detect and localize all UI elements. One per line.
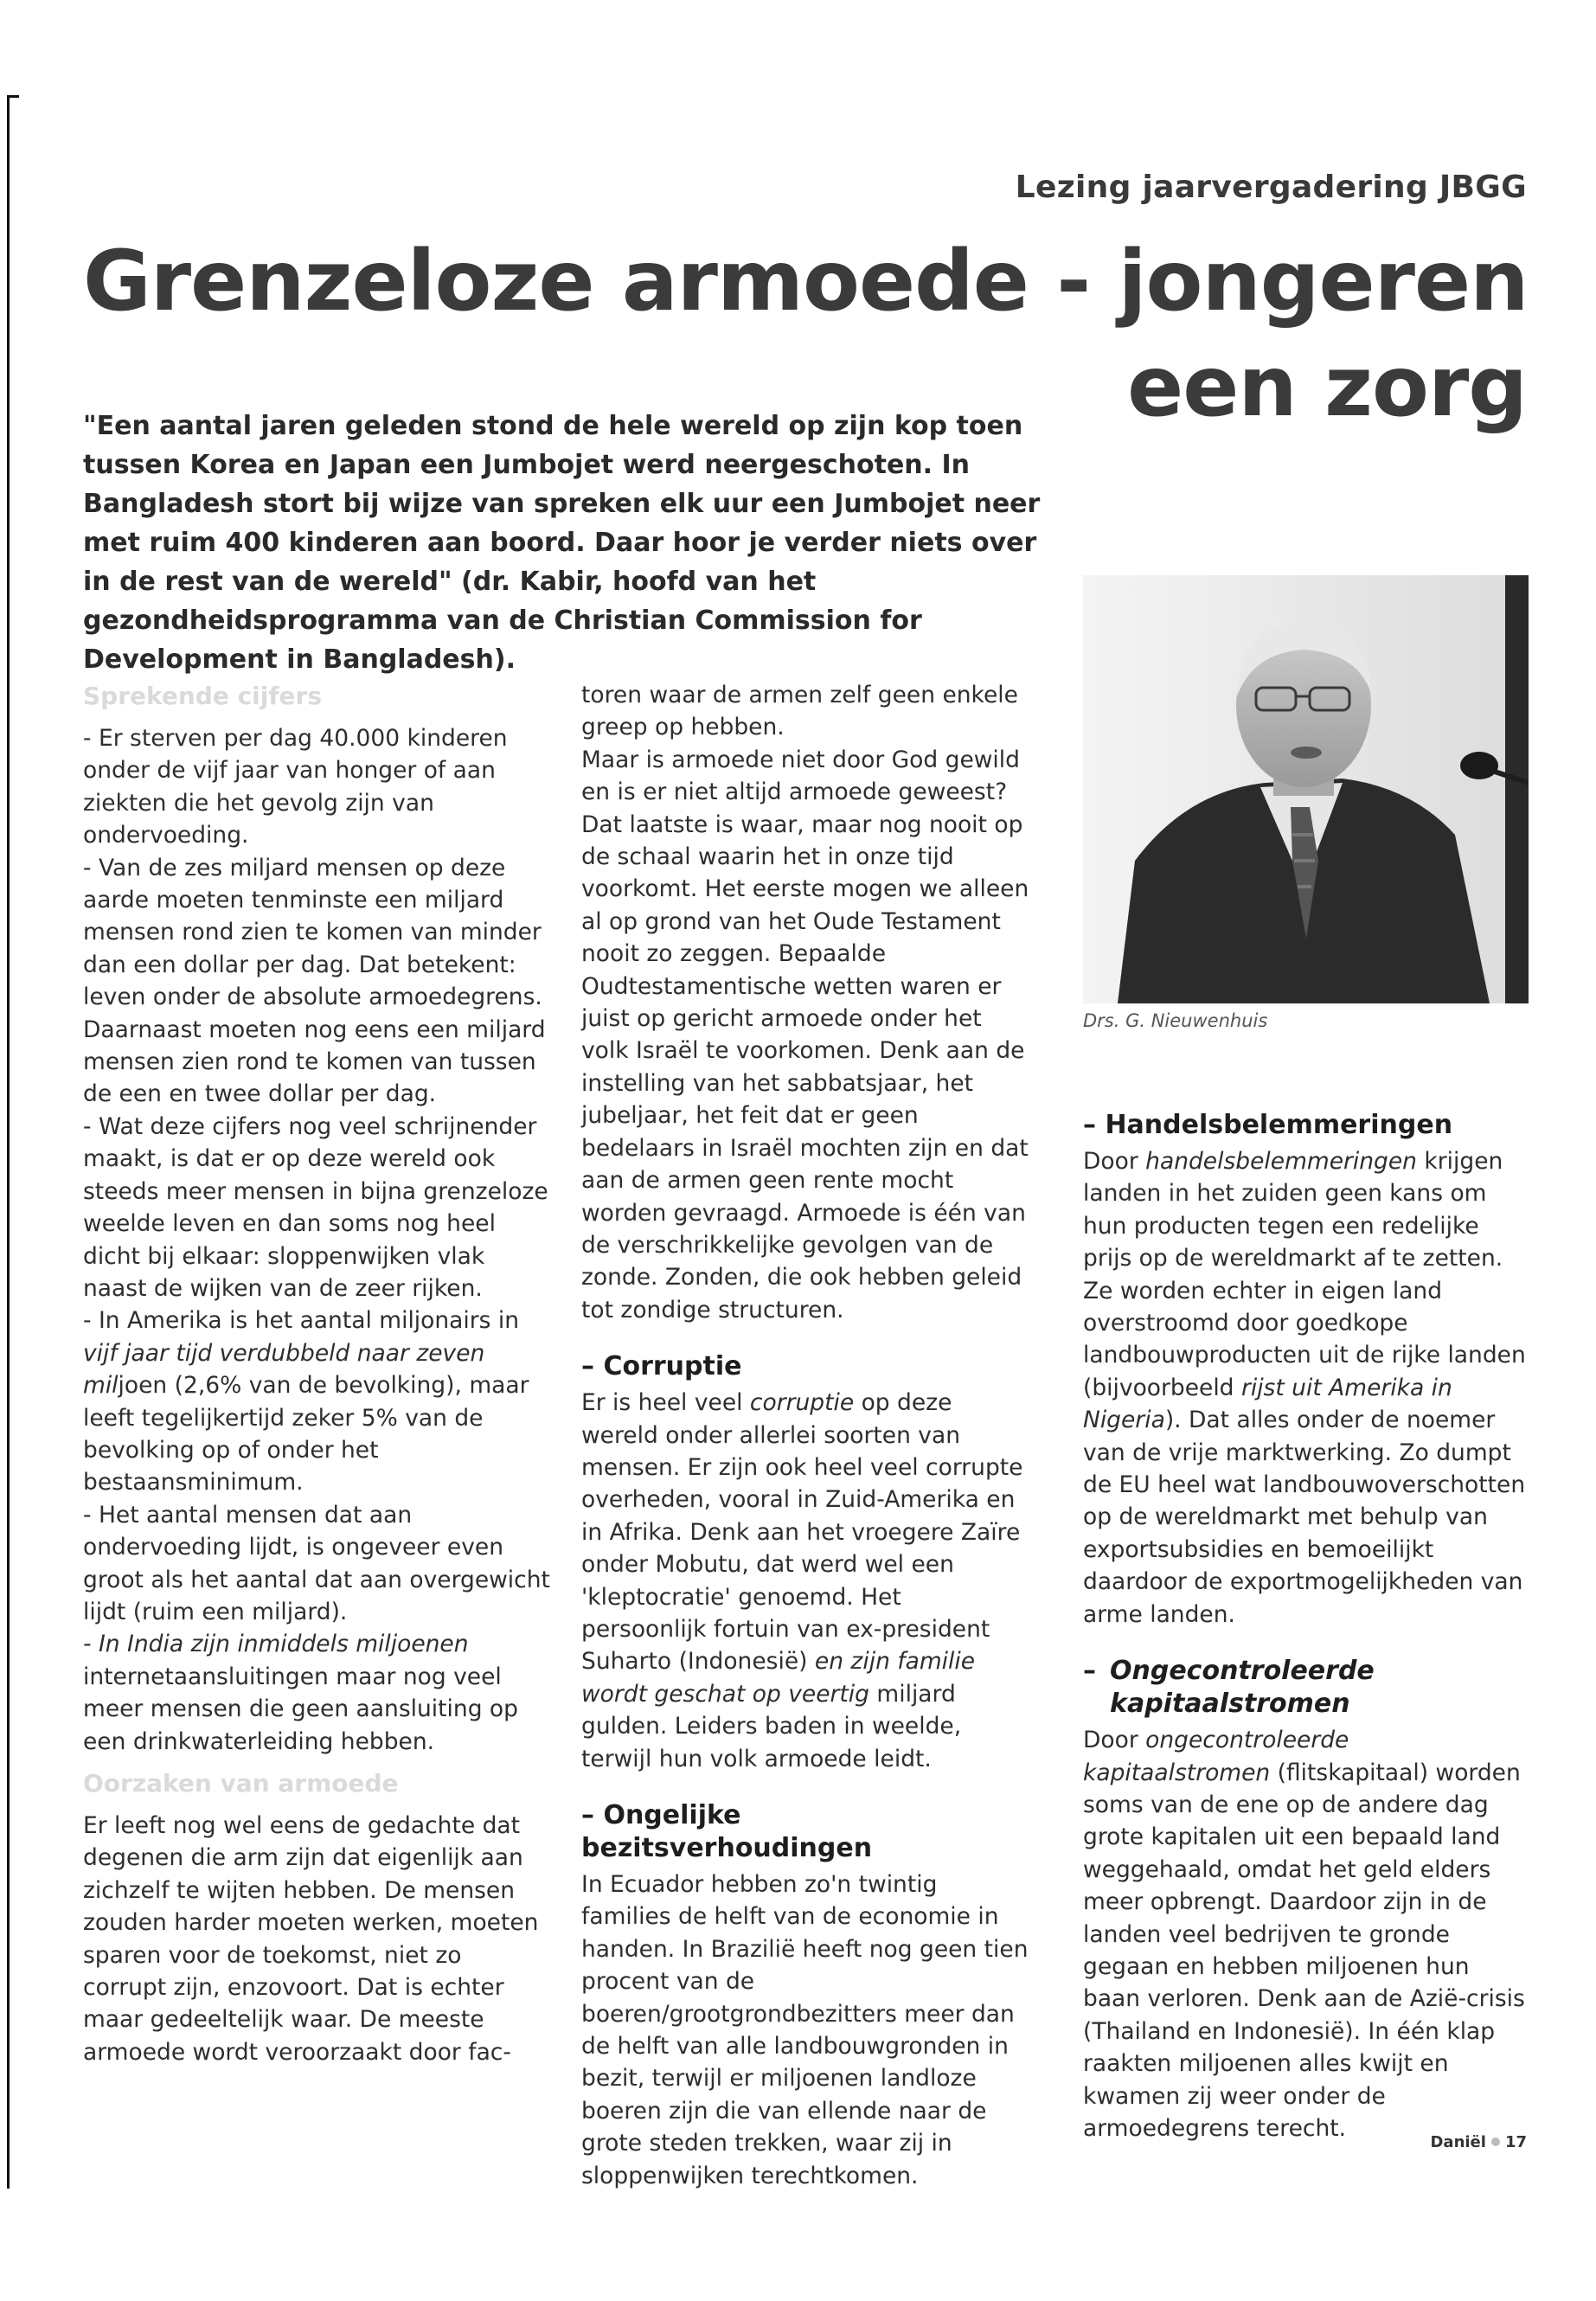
col1-paragraph-5: - Het aantal mensen dat aan ondervoeding lijdt, is ongeveer even groot als het aantal dat aan overgewicht lijdt (ruim een miljard). <box>83 1501 550 1625</box>
subheading-ongelijke-bezitsverhoudingen: – Ongelijke bezitsverhoudingen <box>581 1800 873 1863</box>
subheading-oorzaken: Oorzaken van armoede <box>83 1769 399 1798</box>
col1-paragraph-3: - Wat deze cijfers nog veel schrijnender maakt, is dat er op deze wereld ook steeds meer mensen in bijna grenzeloze weelde leven en dan soms nog heel dicht bij elkaar: sloppenwijken vlak naast de wijken van de zeer rijken. <box>83 1112 548 1302</box>
subheading-handelsbelemmeringen: – Handelsbelemmeringen <box>1083 1110 1453 1140</box>
speaker-photo <box>1083 575 1529 1003</box>
col2-paragraph-1: toren waar de armen zelf geen enkele greep op hebben. <box>581 682 1018 741</box>
magazine-name: Daniël <box>1430 2133 1486 2151</box>
column-2 <box>581 679 1031 2192</box>
lead-paragraph: "Een aantal jaren geleden stond de hele wereld op zijn kop toen tussen Korea en Japan een Jumbojet werd neergeschoten. In Bangladesh stort bij wijze van spreken elk uur een Jumbojet neer met ruim 400 kinderen aan boord. Daar hoor je verder niets over in de rest van de wereld" (dr. Kabir, hoofd van het gezondheidsprogramma van de Christian Commission for Development in Bangladesh). <box>83 411 1041 675</box>
article-title-line1: Grenzeloze armoede - jongeren <box>83 233 1529 330</box>
column-1 <box>83 679 550 2068</box>
col1-paragraph-7: Er leeft nog wel eens de gedachte dat degenen die arm zijn dat eigenlijk aan zichzelf te wijten hebben. De mensen zouden harder moeten werken, moeten sparen voor de toekomst, niet zo corrupt zijn, enzovoort. Dat is echter maar gedeeltelijk waar. De meeste armoede wordt veroorzaakt door fac- <box>83 1812 539 2066</box>
col2-paragraph-3: Er is heel veel corruptie op deze wereld onder allerlei soorten van mensen. Er zijn ook heel veel corrupte overheden, vooral in Zuid-Amerika en in Afrika. Denk aan het vroegere Zaïre onder Mobutu, dat werd wel een 'kleptocratie' genoemd. Het persoonlijk fortuin van ex-president Suharto (Indonesië) en zijn familie wordt geschat op veertig miljard gulden. Leiders baden in weelde, terwijl hun volk armoede leidt. <box>581 1389 1023 1772</box>
subheading-kapitaalstromen: – Ongecontroleerde kapitaalstromen <box>1083 1656 1375 1720</box>
col1-paragraph-6: - In India zijn inmiddels miljoenen internetaansluitingen maar nog veel meer mensen die geen aansluiting op een drinkwaterleiding hebben. <box>83 1631 518 1755</box>
col1-paragraph-1: - Er sterven per dag 40.000 kinderen onder de vijf jaar van honger of aan ziekten die het gevolg zijn van ondervoeding. <box>83 725 508 849</box>
col2-paragraph-2: Maar is armoede niet door God gewild en is er niet altijd armoede geweest? Dat laatste is waar, maar nog nooit op de schaal waarin het in onze tijd voorkomt. Het eerste mogen we alleen al op grond van het Oude Testament nooit zo zeggen. Bepaalde Oudtestamentische wetten waren er juist op gericht armoede onder het volk Israël te voorkomen. Denk aan de instelling van het sabbatsjaar, het jubeljaar, het feit dat er geen bedelaars in Israël mochten zijn en dat aan de armen geen rente mocht worden gevraagd. Armoede is één van de verschrikkelijke gevolgen van de zonde. Zonden, die ook hebben geleid tot zondige structuren. <box>581 746 1029 1324</box>
column-3 <box>1083 1109 1533 2144</box>
subheading-sprekende-cijfers: Sprekende cijfers <box>83 682 323 710</box>
page-footer <box>1430 2133 1527 2151</box>
col1-paragraph-4: - In Amerika is het aantal miljonairs in vijf jaar tijd verdubbeld naar zeven miljoen (2,6% van de bevolking), maar leeft tegelijkertijd zeker 5% van de bevolking op of onder het bestaansminimum. <box>83 1307 529 1497</box>
col1-paragraph-2: - Van de zes miljard mensen op deze aarde moeten tenminste een miljard mensen rond zien te komen van minder dan een dollar per dag. Dat betekent: leven onder de absolute armoedegrens. Daarnaast moeten nog eens een miljard mensen zien rond te komen van tussen de een en twee dollar per dag. <box>83 854 546 1108</box>
col3-paragraph-1: Door handelsbelemmeringen krijgen landen in het zuiden geen kans om hun producten tegen een redelijke prijs op de wereldmarkt af te zetten. Ze worden echter in eigen land overstroomd door goedkope landbouwproducten uit de rijke landen (bijvoorbeeld rijst uit Amerika in Nigeria). Dat alles onder de noemer van de vrije marktwerking. Zo dumpt de EU heel wat landbouwoverschotten op de wereldmarkt met behulp van exportsubsidies en bemoeilijkt daardoor de exportmogelijkheden van arme landen. <box>1083 1148 1526 1628</box>
col3-paragraph-2: Door ongecontroleerde kapitaalstromen (flitskapitaal) worden soms van de ene op de andere dag grote kapitalen uit een bepaald land weggehaald, omdat het geld elders meer opbrengt. Daardoor zijn in de landen veel bedrijven te gronde gegaan en hebben miljoenen hun baan verloren. Denk aan de Azië-crisis (Thailand en Indonesië). In één klap raakten miljoenen alles kwijt en kwamen zij weer onder de armoedegrens terecht. <box>1083 1727 1525 2142</box>
page-edge-tick <box>7 95 19 98</box>
footer-dot-icon <box>1491 2138 1500 2146</box>
col2-paragraph-4: In Ecuador hebben zo'n twintig families de helft van de economie in handen. In Brazilië heeft nog geen tien procent van de boeren/grootgrondbezitters meer dan de helft van alle landbouwgronden in bezit, terwijl er miljoenen landloze boeren zijn die van ellende naar de grote steden trekken, waar zij in sloppenwijken terechtkomen. <box>581 1871 1029 2189</box>
page-number: 17 <box>1504 2133 1527 2151</box>
section-kicker: Lezing jaarvergadering JBGG <box>1015 170 1527 205</box>
subheading-corruptie: – Corruptie <box>581 1351 742 1382</box>
speaker-photo-illustration <box>1083 575 1529 1003</box>
page-edge-rule <box>7 95 10 2189</box>
photo-caption: Drs. G. Nieuwenhuis <box>1083 1010 1268 1031</box>
article-title-line2: een zorg <box>1127 338 1527 435</box>
